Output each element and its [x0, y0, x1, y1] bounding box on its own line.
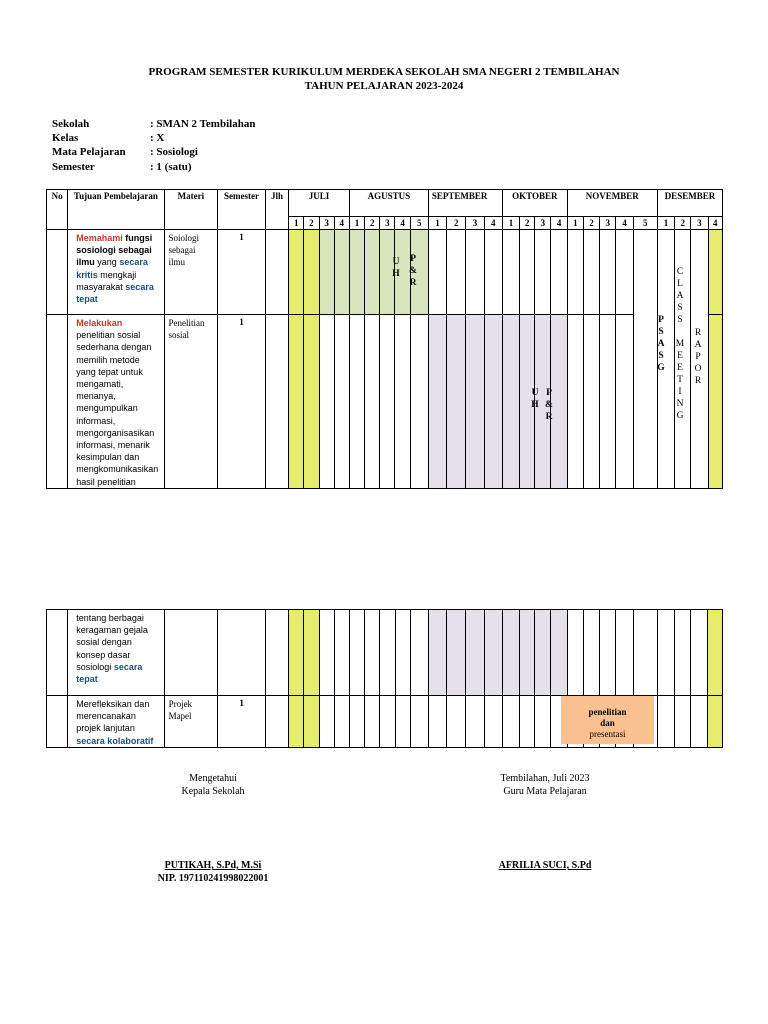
week-number: 5 [410, 217, 428, 230]
info-value-mapel: : Sosiologi [150, 146, 198, 158]
info-value-semester: : 1 (satu) [150, 161, 192, 173]
tujuan-cell: Merefleksikan dan merencanakan projek lanjutan secara kolaboratif [68, 696, 164, 748]
sig-right-name: AFRILIA SUCI, S.Pd [498, 860, 592, 871]
week-number: 2 [304, 217, 319, 230]
table-header-row [47, 190, 723, 217]
materi-cell: Penelitian sosial [164, 315, 218, 489]
semester-cell [218, 610, 266, 696]
sig-left-line2: Kepala Sekolah [181, 786, 245, 797]
week-number: 3 [535, 217, 551, 230]
week-number: 3 [319, 217, 334, 230]
week-number: 2 [447, 217, 466, 230]
header-month-oktober: OKTOBER [502, 190, 567, 217]
week-number: 3 [466, 217, 484, 230]
week-number: 4 [334, 217, 349, 230]
header-month-juli: JULI [289, 190, 350, 217]
week-number: 4 [616, 217, 633, 230]
header-month-desember: DESEMBER [657, 190, 722, 217]
week-number: 4 [551, 217, 567, 230]
semester-cell: 1 [218, 315, 266, 489]
header-no: No [47, 190, 68, 230]
week-number: 3 [600, 217, 616, 230]
info-label-sekolah: Sekolah [52, 118, 90, 130]
materi-cell: Projek Mapel [164, 696, 218, 748]
sig-right-line1: Tembilahan, Juli 2023 [500, 773, 590, 784]
materi-cell: Soiologi sebagai ilmu [164, 230, 218, 315]
psasg-marker: P S A S G [657, 315, 665, 373]
document-title: PROGRAM SEMESTER KURIKULUM MERDEKA SEKOLAH SMA NEGERI 2 TEMBILAHAN [148, 66, 620, 78]
header-tujuan: Tujuan Pembelajaran [68, 190, 164, 230]
info-label-kelas: Kelas [52, 132, 79, 144]
sig-left-name: PUTIKAH, S.Pd, M.Si [164, 860, 262, 871]
info-value-kelas: : X [150, 132, 165, 144]
info-label-semester: Semester [52, 161, 95, 173]
week-number: 4 [395, 217, 410, 230]
semester-cell: 1 [218, 696, 266, 748]
week-number: 1 [502, 217, 519, 230]
week-number: 1 [567, 217, 583, 230]
week-number: 1 [349, 217, 364, 230]
tujuan-cell: Melakukan penelitian sosial sederhana dengan memilih metode yang tepat untuk mengamati, menanya, mengumpulkan informasi, mengorganisasikan informasi, menarik kesimpulan dan mengkomunikasikan hasil penelitian [68, 315, 164, 489]
week-number: 3 [691, 217, 708, 230]
week-number: 2 [520, 217, 535, 230]
info-value-sekolah: : SMAN 2 Tembilahan [150, 118, 256, 130]
semester-program-table [46, 189, 723, 489]
semester-cell: 1 [218, 230, 266, 315]
pr-marker: P & R [545, 388, 553, 422]
uh-marker: U H [531, 388, 539, 410]
table-row [47, 230, 723, 315]
week-number: 3 [380, 217, 395, 230]
week-number: 2 [583, 217, 599, 230]
header-materi: Materi [164, 190, 218, 230]
week-number: 4 [484, 217, 502, 230]
sig-right-line2: Guru Mata Pelajaran [503, 786, 587, 797]
info-label-mapel: Mata Pelajaran [52, 146, 126, 158]
header-month-september: SEPTEMBER [428, 190, 502, 217]
tujuan-cell: Memahami fungsi sosiologi sebagai ilmu yang secara kritis mengkaji masyarakat secara tepat [68, 230, 164, 315]
sig-left-line1: Mengetahui [189, 773, 237, 784]
week-number: 1 [289, 217, 304, 230]
rapor-marker: R A P O R [694, 328, 702, 386]
pr-marker: P & R [409, 254, 417, 288]
week-number: 1 [428, 217, 446, 230]
table-row [47, 315, 723, 489]
header-jlh: Jlh [265, 190, 288, 230]
week-number: 2 [365, 217, 380, 230]
uh-marker: U H [392, 257, 400, 279]
header-month-november: NOVEMBER [567, 190, 657, 217]
penelitian-presentasi-block: penelitian dan presentasi [561, 696, 654, 744]
header-semester: Semester [218, 190, 266, 230]
header-month-agustus: AGUSTUS [349, 190, 428, 217]
tujuan-cell: tentang berbagai keragaman gejala sosial dengan konsep dasar sosiologi secara tepat [68, 610, 164, 696]
table-row [47, 610, 723, 696]
week-number: 1 [657, 217, 674, 230]
week-number: 2 [675, 217, 691, 230]
document-subtitle: TAHUN PELAJARAN 2023-2024 [304, 80, 464, 92]
week-number: 4 [708, 217, 722, 230]
class-meeting-marker: C L A S S M E E T I N G [675, 267, 685, 421]
materi-cell [164, 610, 218, 696]
week-number: 5 [633, 217, 657, 230]
sig-left-nip: NIP. 197110241998022001 [157, 873, 269, 884]
